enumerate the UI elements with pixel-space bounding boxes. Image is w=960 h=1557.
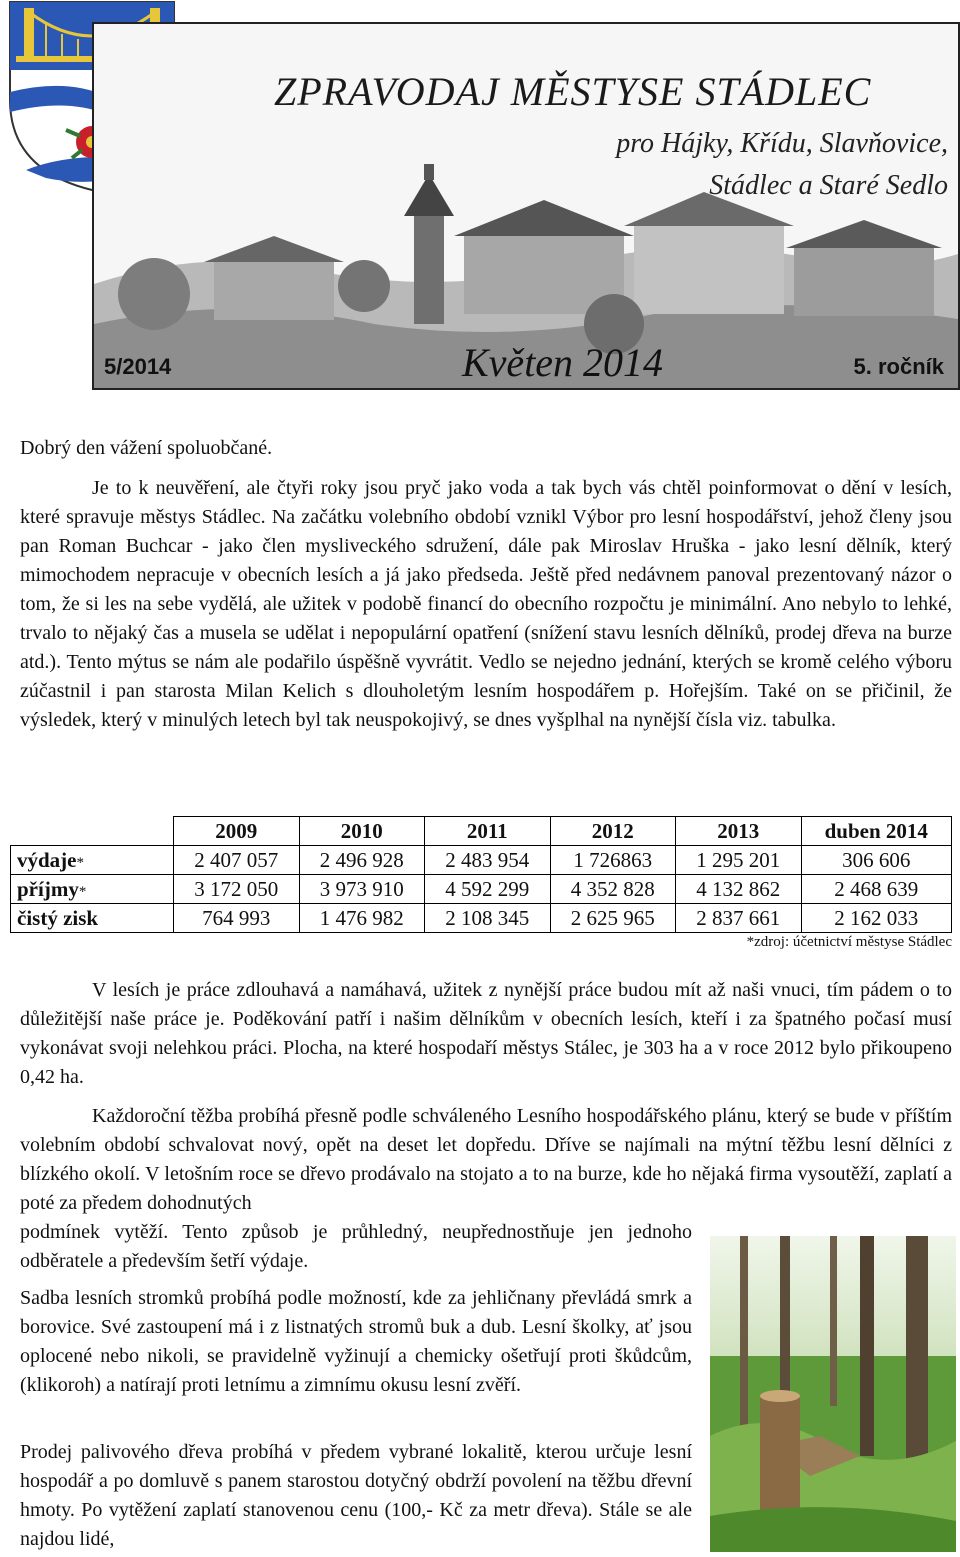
table-row [11,875,952,904]
table-cell: 3 973 910 [299,875,425,904]
row-label [11,875,174,904]
row-label-text: příjmy [17,876,79,901]
table-cell: 2 108 345 [425,904,551,933]
row-label [11,846,174,875]
table-row [11,846,952,875]
table-cell: 764 993 [174,904,300,933]
paragraph-1: Je to k neuvěření, ale čtyři roky jsou pryč jako voda a tak bych vás chtěl poinformovat o dění v lesích, které spravuje městys Stádlec. Na začátku volebního období vznikl Výbor pro lesní hospodářství, jehož členy jsou pan Roman Buchcar - jako člen mysliveckého sdružení, dále pak Miroslav Hruška - jako lesní dělník, který mimochodem nepracuje v obecních lesích a já jako předseda. Ještě před nedávnem panoval prezentovaný názor o tom, že si les na sebe vydělá, ale užitek v podobě financí do obecního rozpočtu je minimální. Ano nebylo to lehké, trvalo to nějaký čas a musela se udělat i nepopulární opatření (snížení stavu lesních dělníků, prodej dřeva na burze atd.). Tento mýtus se nám ale podařilo úspěšně vyvrátit. Vedlo se nejedno jednání, kterých se kromě celého výboru zúčastnil i pan starosta Milan Kelich s dlouholetým lesním hospodářem p. Hořejším. Také on se přičinil, že výsledek, který v minulých letech byl tak neuspokojivý, se dnes vyšplhal na nynější čísla viz. tabulka. [20,477,952,731]
greeting: Dobrý den vážení spoluobčané. [20,437,273,459]
paragraph-5: Prodej palivového dřeva probíhá v předem vybrané lokalitě, kterou určuje lesní hospodář a po domluvě s panem starostou dotyčný obdrží povolení na těžbu dřevní hmoty. Po vytěžení zaplatí stanovenou cenu (100,- Kč za metr dřeva). Stále se ale najdou lidé, [20,1441,692,1550]
table-cell: 4 132 862 [676,875,802,904]
table-corner-cell [11,817,174,846]
table-cell: 2 496 928 [299,846,425,875]
table-cell: 1 726863 [550,846,676,875]
table-cell: 4 592 299 [425,875,551,904]
table-cell: 3 172 050 [174,875,300,904]
table-cell: 2 468 639 [801,875,952,904]
newsletter-title: ZPRAVODAJ MĚSTYSE STÁDLEC [274,69,872,114]
issue-month: Květen 2014 [462,340,664,385]
table-cell: 1 476 982 [299,904,425,933]
row-label [11,904,174,933]
table-cell: 4 352 828 [550,875,676,904]
paragraph-4: Sadba lesních stromků probíhá podle možností, kde za jehličnany převládá smrk a borovice. Své zastoupení má i z listnatých stromů buk a dub. Lesní školky, ať jsou oplocené nebo nikoli, se pravidelně vyžinují a chemicky ošetřují proti škůdcům, (klikoroh) a natírají proti letnímu a zimnímu okusu lesní zvěří. [20,1287,692,1396]
finance-table [10,816,952,933]
table-cell: 2 162 033 [801,904,952,933]
year-header: duben 2014 [801,817,952,846]
year-header: 2013 [676,817,802,846]
paragraph-2: V lesích je práce zdlouhavá a namáhavá, užitek z nynější práce budou mít až naši vnuci, tím pádem o to důležitější naše práce je. Poděkování patří i našim dělníkům v obecních lesích, kteří i za špatného počasí musí vykonávat svoji nelehkou práci. Plocha, na které hospodaří městys Stálec, je 303 ha a v roce 2012 bylo přikoupeno 0,42 ha. [20,979,952,1088]
subtitle-line-2: Stádlec a Staré Sedlo [709,170,948,201]
subtitle-line-1: pro Hájky, Křídu, Slavňovice, [616,128,948,159]
forest-photo [710,1236,956,1552]
masthead [92,22,960,390]
table-source-note: *zdroj: účetnictví městyse Stádlec [746,934,952,950]
paragraph-3b: podmínek vytěží. Tento způsob je průhledný, neupřednostňuje jen jednoho odběratele a především šetří výdaje. [20,1221,692,1272]
year-header: 2009 [174,817,300,846]
table-cell: 1 295 201 [676,846,802,875]
row-mark: * [78,883,87,900]
row-label-text: čistý zisk [17,905,99,930]
table-cell: 306 606 [801,846,952,875]
table-cell: 2 837 661 [676,904,802,933]
year-header: 2010 [299,817,425,846]
row-label-text: výdaje [17,847,77,872]
year-header: 2011 [425,817,551,846]
issue-number: 5/2014 [104,354,172,379]
volume-label: 5. ročník [853,354,944,379]
year-header: 2012 [550,817,676,846]
table-header-row [11,817,952,846]
row-mark: * [76,854,84,871]
paragraph-3a: Každoroční těžba probíhá přesně podle schváleného Lesního hospodářského plánu, který se bude v příštím volebním období schvalovat nový, opět na deset let dopředu. Dříve se najímali na mýtní těžbu lesní dělníci z blízkého okolí. V letošním roce se dřevo prodávalo na stojato a to na burze, kde ho nějaká firma vysoutěží, zaplatí a poté za předem dohodnutých [20,1105,952,1214]
table-cell: 2 483 954 [425,846,551,875]
table-row [11,904,952,933]
table-cell: 2 625 965 [550,904,676,933]
table-cell: 2 407 057 [174,846,300,875]
